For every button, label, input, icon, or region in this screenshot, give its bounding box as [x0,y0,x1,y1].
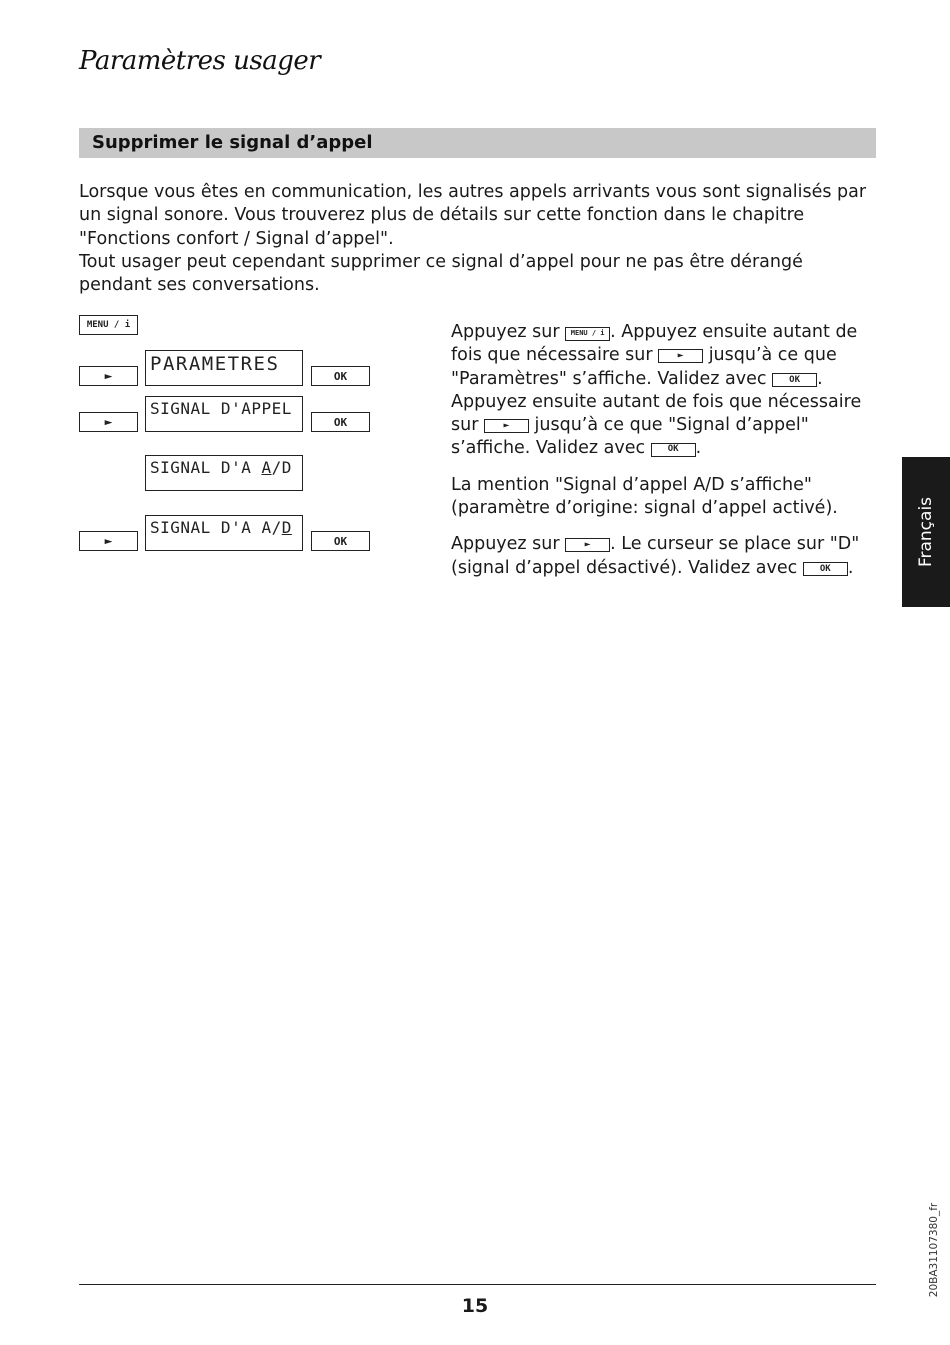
lcd-text: SIGNAL D'A A/ [150,518,282,537]
step-2: La mention "Signal d’appel A/D s’affiche" (paramètre d’origine: signal d’appel activé). [451,474,838,519]
lcd-cursor: A [261,458,272,477]
ok-key-image: OK [311,412,370,432]
lcd-text: /D [271,458,292,477]
ok-key-icon: OK [803,562,848,576]
step-text: . Le curseur se place sur "D" (signal d’appel désactivé). Validez avec [451,534,860,578]
lcd-display-signal-ad-active [145,455,303,491]
step-text: jusqu’à ce que "Signal d’appel" s’affiche. Validez avec [451,415,809,459]
step-text: Appuyez sur [451,534,566,555]
document-reference: 20BA31107380_fr [928,1202,940,1298]
lcd-cursor: D [281,518,292,537]
step-text: Appuyez sur [451,322,566,342]
page-number: 15 [461,1295,489,1317]
intro-paragraph-2: Tout usager peut cependant supprimer ce signal d’appel pour ne pas être dérangé pendant ses conversations. [79,251,803,296]
arrow-key-image: ► [79,531,138,551]
footer-divider [79,1284,876,1285]
language-tab [902,457,950,607]
lcd-display-signal-appel: SIGNAL D'APPEL [145,396,303,432]
step-text: . [847,557,854,578]
step-text: . [695,438,702,459]
section-heading: Supprimer le signal d’appel [92,132,373,153]
intro-text [79,181,879,297]
step-3 [451,533,876,580]
arrow-key-icon: ► [565,538,610,552]
intro-paragraph-1: Lorsque vous êtes en communication, les autres appels arrivants vous sont signalisés par un signal sonore. Vous trouverez plus de détails sur cette fonction dans le chapitre "Fonctions confort / Signal d’appel". [79,182,867,249]
ok-key-image: OK [311,531,370,551]
menu-key-icon: MENU / i [565,327,610,341]
ok-key-icon: OK [651,443,696,457]
step-text: . Appuyez ensuite autant de fois que nécessaire sur [451,322,858,366]
lcd-display-parametres: PARAMETRES [145,350,303,386]
step-text: jusqu’à ce que "Paramètres" s’affiche. Validez avec [451,345,837,389]
ok-key-image: OK [311,366,370,386]
page-title: Paramètres usager [79,46,321,76]
ok-key-icon: OK [772,373,817,387]
instructions [451,321,876,593]
arrow-key-icon: ► [484,419,529,433]
menu-key-image: MENU / i [79,315,138,335]
arrow-key-icon: ► [658,349,703,363]
step-text: . Appuyez ensuite autant de fois que nécessaire sur [451,368,862,436]
step-1 [451,321,876,461]
arrow-key-image: ► [79,366,138,386]
section-heading-bar [79,128,876,158]
arrow-key-image: ► [79,412,138,432]
lcd-display-signal-ad-desactive [145,515,303,551]
lcd-text: SIGNAL D'A [150,458,262,477]
language-label: Français [916,496,936,568]
